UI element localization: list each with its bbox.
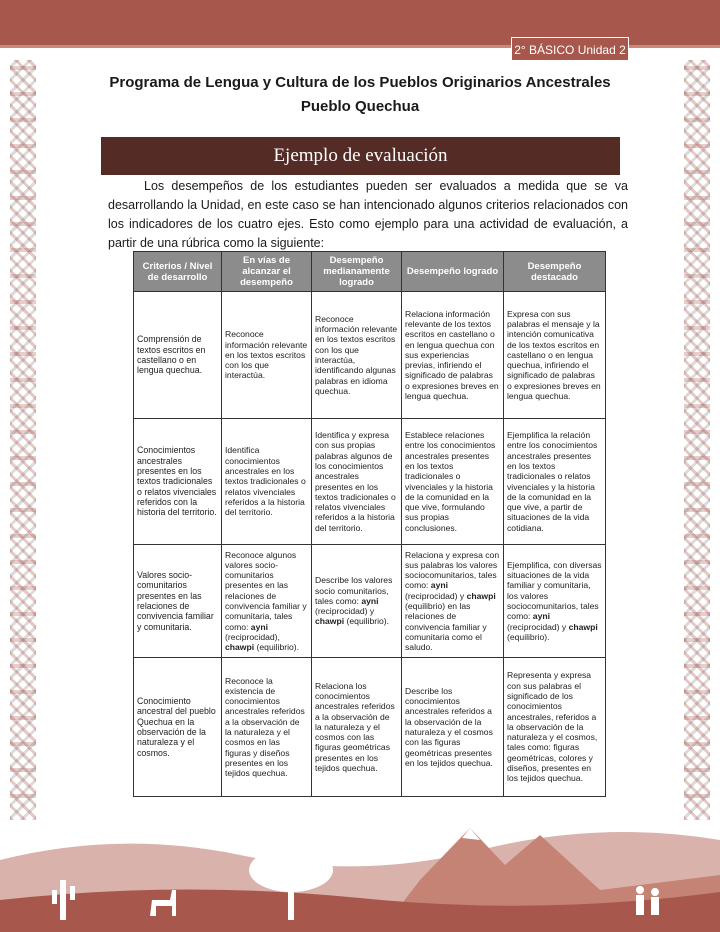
grade-unit-badge: 2° BÁSICO Unidad 2 — [511, 37, 629, 61]
level-cell: Identifica conocimientos ancestrales en los textos tradicionales o relatos vivenciales referidos a la historia del territorio. — [222, 419, 312, 545]
criterion-cell: Conocimientos ancestrales presentes en los textos tradicionales o relatos vivenciales referidos con la historia del territorio. — [134, 419, 222, 545]
level-cell: Relaciona los conocimientos ancestrales referidos a la observación de la naturaleza y el cosmos con las figuras geométricas presentes en los tejidos quechua. — [312, 658, 402, 797]
intro-paragraph: Los desempeños de los estudiantes pueden ser evaluados a medida que se va desarrollando la Unidad, en este caso se han intencionado algunos criterios relacionados con los indicadores de los cuatro ejes. Esto como ejemplo para una actividad de evaluación, a partir de una rúbrica como la siguiente: — [108, 179, 628, 250]
header-level-1: En vías de alcanzar el desempeño — [222, 252, 312, 292]
level-cell: Reconoce información relevante en los textos escritos con los que interactúa, identificando algunas palabras en idioma quechua. — [312, 292, 402, 419]
criterion-cell: Conocimiento ancestral del pueblo Quechua en la observación de la naturaleza y el cosmos. — [134, 658, 222, 797]
program-title: Programa de Lengua y Cultura de los Pueblos Originarios Ancestrales — [109, 74, 611, 91]
level-cell: Reconoce algunos valores socio-comunitarios presentes en las relaciones de convivencia familiar y comunitaria, tales como: ayni (reciprocidad), chawpi (equilibrio). — [222, 545, 312, 658]
left-woven-border — [10, 60, 36, 820]
level-cell: Representa y expresa con sus palabras el significado de los conocimientos ancestrales, referidos a la observación de la naturaleza y el cosmos, tales como: figuras geométricas, colores y diseños, presentes en los tejidos quechua. — [504, 658, 606, 797]
header-criteria: Criterios / Nivel de desarrollo — [134, 252, 222, 292]
criterion-cell: Valores socio-comunitarios presentes en las relaciones de convivencia familiar y comunitaria. — [134, 545, 222, 658]
level-cell: Expresa con sus palabras el mensaje y la intención comunicativa de los textos escritos en castellano o en lengua quechua, infiriendo el significado de palabras o expresiones breves en lengua quechua. — [504, 292, 606, 419]
andean-landscape-illustration — [0, 820, 720, 932]
level-cell: Reconoce la existencia de conocimientos ancestrales referidos a la observación de la naturaleza y el cosmos en las figuras y diseños presentes en los tejidos quechua. — [222, 658, 312, 797]
header-level-4: Desempeño destacado — [504, 252, 606, 292]
level-cell: Reconoce información relevante en los textos escritos con los que interactúa. — [222, 292, 312, 419]
people-title: Pueblo Quechua — [300, 98, 420, 115]
header-level-3: Desempeño logrado — [402, 252, 504, 292]
rubric-row-conocimientos — [134, 419, 606, 545]
rubric-row-comprension — [134, 292, 606, 419]
level-cell: Relaciona información relevante de los textos escritos en castellano o en lengua quechua con sus experiencias previas, infiriendo el significado de palabras o expresiones breves en lengua quechua. — [402, 292, 504, 419]
criterion-cell: Comprensión de textos escritos en castellano o en lengua quechua. — [134, 292, 222, 419]
rubric-row-valores — [134, 545, 606, 658]
level-cell: Describe los conocimientos ancestrales referidos a la observación de la naturaleza y el cosmos con las figuras geométricas presentes en los tejidos quechua. — [402, 658, 504, 797]
rubric-row-conocimiento-ancestral — [134, 658, 606, 797]
header-level-2: Desempeño medianamente logrado — [312, 252, 402, 292]
section-heading: Ejemplo de evaluación — [101, 137, 620, 175]
level-cell: Describe los valores socio comunitarios, tales como: ayni (reciprocidad) y chawpi (equilibrio). — [312, 545, 402, 658]
level-cell: Ejemplifica la relación entre los conocimientos ancestrales presentes en los textos tradicionales o relatos vivenciales y la historia de la comunidad en la que vive, a partir de situaciones de la vida cotidiana. — [504, 419, 606, 545]
right-woven-border — [684, 60, 710, 820]
rubric-header-row — [134, 252, 606, 292]
level-cell: Establece relaciones entre los conocimientos ancestrales presentes en los textos tradicionales o vivenciales y la historia de la comunidad en la que vive, formulando sus propias conclusiones. — [402, 419, 504, 545]
evaluation-rubric-table — [133, 251, 606, 797]
level-cell: Identifica y expresa con sus propias palabras algunos de los conocimientos ancestrales presentes en los textos tradicionales o relatos vivenciales referidos a la historia del territorio. — [312, 419, 402, 545]
level-cell: Relaciona y expresa con sus palabras los valores sociocomunitarios, tales como: ayni (reciprocidad) y chawpi (equilibrio) en las relaciones de convivencia familiar y comunitaria como el saludo. — [402, 545, 504, 658]
level-cell: Ejemplifica, con diversas situaciones de la vida familiar y comunitaria, los valores sociocomunitarios, tales como: ayni (reciprocidad) y chawpi (equilibrio). — [504, 545, 606, 658]
